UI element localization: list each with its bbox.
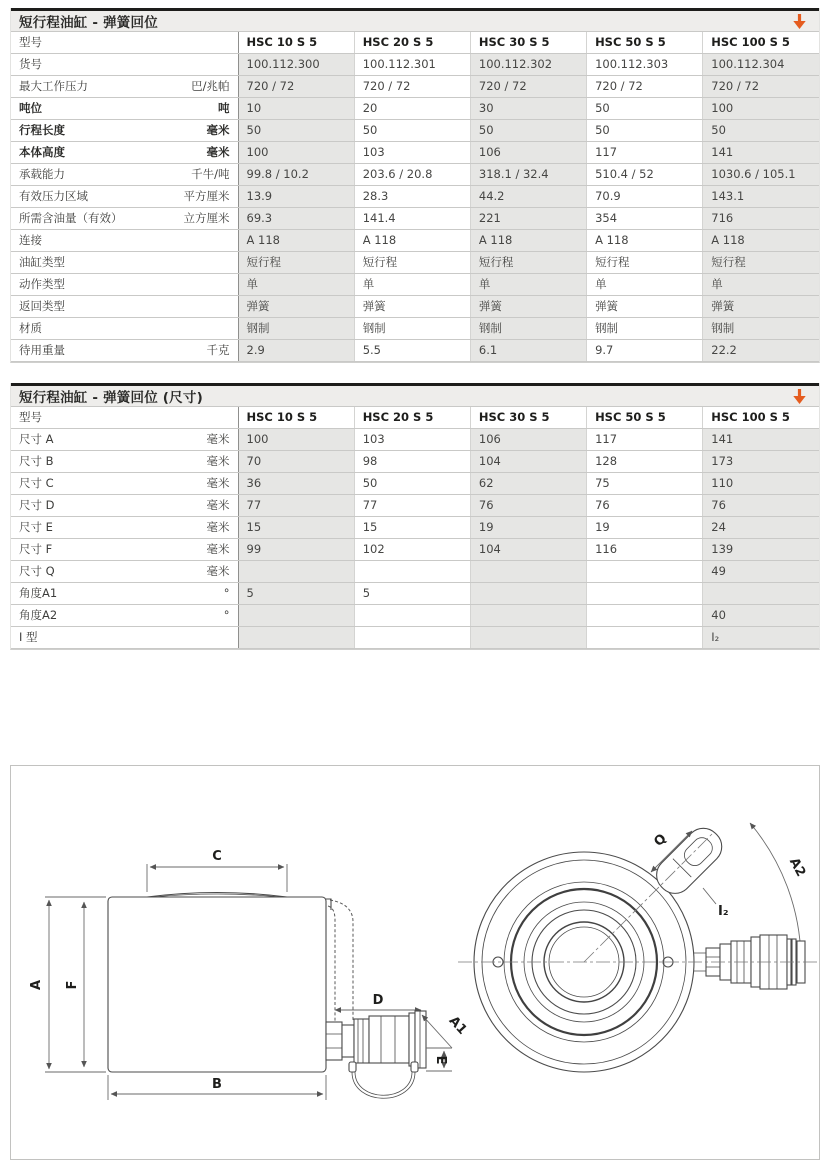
row-label-cell [11,164,238,186]
row-unit: 毫米 [206,123,230,137]
row-label: 尺寸 F [19,542,53,556]
row-label: 货号 [19,57,42,71]
dim-label-i2: I₂ [718,904,729,919]
table-cell: 单 [703,274,819,296]
row-label: 所需含油量（有效） [19,211,123,225]
table-cell: 44.2 [470,186,586,208]
row-label-cell [11,142,238,164]
table-cell: 20 [354,98,470,120]
row-label-cell [11,429,238,451]
spec-table [11,32,819,362]
table-cell: 100.112.304 [703,54,819,76]
row-unit: 吨 [218,101,230,115]
table-row [11,561,819,583]
dimension-table [11,407,819,649]
row-label-cell [11,451,238,473]
row-unit: 立方厘米 [183,211,230,225]
model-header: HSC 10 S 5 [238,32,354,54]
table-cell [587,561,703,583]
table-row [11,164,819,186]
table-cell: A 118 [238,230,354,252]
table-cell: 69.3 [238,208,354,230]
row-unit: 平方厘米 [183,189,230,203]
row-label: 尺寸 D [19,498,55,512]
model-header: HSC 50 S 5 [587,407,703,429]
row-label: I 型 [19,630,38,644]
dim-label-b: B [212,1077,222,1092]
row-unit: 毫米 [206,476,230,490]
row-label-cell [11,76,238,98]
table-cell: 短行程 [587,252,703,274]
technical-drawing [11,766,819,1159]
row-unit: 毫米 [206,498,230,512]
row-label-cell [11,252,238,274]
row-label: 本体高度 [19,145,65,159]
table-cell: 106 [470,429,586,451]
table-cell: 钢制 [238,318,354,340]
row-label: 承载能力 [19,167,65,181]
row-label-cell [11,627,238,649]
row-label-cell [11,98,238,120]
table-cell: 24 [703,517,819,539]
table-row [11,429,819,451]
row-label-cell [11,340,238,362]
down-arrow-icon[interactable] [792,13,807,30]
table-cell: 354 [587,208,703,230]
table-cell: 100.112.303 [587,54,703,76]
table-cell: 103 [354,429,470,451]
row-label-cell [11,296,238,318]
row-label-cell [11,539,238,561]
table-cell: 50 [354,473,470,495]
row-unit: 巴/兆帕 [191,79,230,93]
dust-cap-lanyard [349,1062,418,1098]
table-cell: 141 [703,429,819,451]
table-cell: 62 [470,473,586,495]
table-cell: 77 [238,495,354,517]
table-cell: 720 / 72 [354,76,470,98]
row-label: 角度A1 [19,586,58,600]
row-label-cell [11,274,238,296]
row-label: 吨位 [19,101,42,115]
table-cell: 5 [238,583,354,605]
row-label-cell [11,186,238,208]
table-cell: 203.6 / 20.8 [354,164,470,186]
table-cell: 28.3 [354,186,470,208]
table-cell: 钢制 [703,318,819,340]
table-cell: 100.112.302 [470,54,586,76]
table-cell: 15 [354,517,470,539]
table-cell: 弹簧 [354,296,470,318]
table-row [11,186,819,208]
dim-label-f: F [65,980,80,990]
table-cell: 单 [238,274,354,296]
model-header: HSC 20 S 5 [354,407,470,429]
table-cell [354,561,470,583]
table-cell: 100 [703,98,819,120]
model-header: HSC 50 S 5 [587,32,703,54]
technical-drawing-panel [10,765,820,1160]
table-cell: 100 [238,142,354,164]
dimension-table-section [10,383,820,650]
row-label: 角度A2 [19,608,58,622]
table-cell [238,627,354,649]
header-row [11,32,819,54]
table-cell: 720 / 72 [587,76,703,98]
table-cell: 36 [238,473,354,495]
table-cell: 5.5 [354,340,470,362]
table-row [11,318,819,340]
carry-lug [650,821,729,900]
table-cell: 99.8 / 10.2 [238,164,354,186]
top-view-drawing [458,821,817,1072]
table-cell: 106 [470,142,586,164]
row-label-cell [11,473,238,495]
table-cell: 103 [354,142,470,164]
table-cell: 22.2 [703,340,819,362]
row-label: 材质 [19,321,42,335]
table-cell: 77 [354,495,470,517]
table-cell: 70.9 [587,186,703,208]
model-header: HSC 100 S 5 [703,32,819,54]
table-cell: 720 / 72 [703,76,819,98]
table-cell: 720 / 72 [470,76,586,98]
table-cell [470,627,586,649]
table-row [11,451,819,473]
table-row [11,76,819,98]
row-unit: 千克 [206,343,230,357]
table-row [11,605,819,627]
row-label-cell [11,517,238,539]
table-row [11,208,819,230]
row-label-cell [11,561,238,583]
table-cell: 短行程 [354,252,470,274]
row-label: 最大工作压力 [19,79,88,93]
table-cell: 117 [587,429,703,451]
table-row [11,495,819,517]
table-cell: 弹簧 [703,296,819,318]
row-unit: ° [223,608,230,622]
spec-table-section [10,8,820,363]
table-cell: 50 [587,120,703,142]
table-cell: 173 [703,451,819,473]
side-view-drawing [29,849,470,1100]
row-label-cell [11,583,238,605]
row-label: 待用重量 [19,343,65,357]
table-row [11,627,819,649]
row-unit: 千牛/吨 [191,167,230,181]
row-unit: 毫米 [206,454,230,468]
table-cell: 40 [703,605,819,627]
table-cell: 128 [587,451,703,473]
row-label-cell [11,120,238,142]
table-cell: 弹簧 [587,296,703,318]
table-cell: 139 [703,539,819,561]
table-cell [587,605,703,627]
table-row [11,98,819,120]
table-cell [238,605,354,627]
table-cell [470,605,586,627]
table-cell [354,605,470,627]
table-row [11,340,819,362]
spec-table-title-bar [11,8,819,32]
row-label-cell [11,230,238,252]
table-cell: 单 [587,274,703,296]
table-cell: 100 [238,429,354,451]
table-cell [703,583,819,605]
table-cell: 50 [587,98,703,120]
table-row [11,274,819,296]
row-unit: 毫米 [206,520,230,534]
model-header: HSC 100 S 5 [703,407,819,429]
table-cell: 143.1 [703,186,819,208]
table-row [11,296,819,318]
table-cell: 100.112.301 [354,54,470,76]
row-label: 尺寸 C [19,476,54,490]
header-label: 型号 [11,407,238,429]
row-label: 行程长度 [19,123,65,137]
table-cell: 76 [703,495,819,517]
table-cell: 30 [470,98,586,120]
row-label: 尺寸 A [19,432,54,446]
table-cell: 5 [354,583,470,605]
table-cell: 1030.6 / 105.1 [703,164,819,186]
coupler-side-view [326,1011,426,1068]
table-cell: 6.1 [470,340,586,362]
table-cell: 116 [587,539,703,561]
table-cell: 102 [354,539,470,561]
table-cell: 15 [238,517,354,539]
table-row [11,583,819,605]
model-header: HSC 20 S 5 [354,32,470,54]
dim-label-e: E [433,1055,448,1065]
table-cell: 117 [587,142,703,164]
dimension-table-title: 短行程油缸 - 弹簧回位 (尺寸) [19,390,203,406]
table-cell: 50 [703,120,819,142]
table-cell: 19 [470,517,586,539]
row-label-cell [11,54,238,76]
table-cell: 短行程 [470,252,586,274]
table-cell: 716 [703,208,819,230]
table-cell: I₂ [703,627,819,649]
table-cell [587,627,703,649]
table-cell: 70 [238,451,354,473]
table-cell: 76 [587,495,703,517]
model-header: HSC 10 S 5 [238,407,354,429]
table-cell: 钢制 [470,318,586,340]
table-cell: 50 [470,120,586,142]
table-cell [587,583,703,605]
table-cell: A 118 [703,230,819,252]
table-cell: 弹簧 [470,296,586,318]
row-label-cell [11,208,238,230]
table-cell [470,561,586,583]
table-cell: 9.7 [587,340,703,362]
down-arrow-icon[interactable] [792,388,807,405]
row-label: 动作类型 [19,277,65,291]
row-label: 尺寸 E [19,520,53,534]
table-cell: 50 [354,120,470,142]
row-unit: 毫米 [206,432,230,446]
table-cell: 510.4 / 52 [587,164,703,186]
table-cell [354,627,470,649]
row-unit: ° [223,586,230,600]
table-cell: A 118 [587,230,703,252]
row-label: 连接 [19,233,42,247]
table-cell: 49 [703,561,819,583]
table-cell [238,561,354,583]
table-cell: 110 [703,473,819,495]
spec-table-title: 短行程油缸 - 弹簧回位 [19,15,158,31]
table-cell: 76 [470,495,586,517]
table-cell: 720 / 72 [238,76,354,98]
table-cell: A 118 [354,230,470,252]
table-cell: 98 [354,451,470,473]
table-row [11,120,819,142]
model-header: HSC 30 S 5 [470,407,586,429]
row-label: 返回类型 [19,299,65,313]
table-row [11,142,819,164]
row-unit: 毫米 [206,564,230,578]
table-cell: 弹簧 [238,296,354,318]
row-label: 尺寸 B [19,454,54,468]
table-cell: 短行程 [703,252,819,274]
table-cell: 13.9 [238,186,354,208]
row-label: 有效压力区域 [19,189,88,203]
table-row [11,252,819,274]
table-cell: 99 [238,539,354,561]
table-cell: 100.112.300 [238,54,354,76]
dim-label-a1: A1 [445,1013,470,1038]
row-label-cell [11,318,238,340]
dim-label-q: Q [651,831,670,850]
table-cell: 单 [470,274,586,296]
row-unit: 毫米 [206,145,230,159]
table-row [11,230,819,252]
row-label: 油缸类型 [19,255,65,269]
table-cell [470,583,586,605]
table-cell: 141.4 [354,208,470,230]
table-cell: 2.9 [238,340,354,362]
table-cell: 10 [238,98,354,120]
table-row [11,539,819,561]
table-cell: 104 [470,451,586,473]
table-cell: 单 [354,274,470,296]
table-cell: 短行程 [238,252,354,274]
table-row [11,517,819,539]
dimension-table-title-bar [11,383,819,407]
header-label: 型号 [11,32,238,54]
table-row [11,473,819,495]
table-cell: 钢制 [587,318,703,340]
dim-label-a: A [29,979,44,991]
table-row [11,54,819,76]
table-cell: 钢制 [354,318,470,340]
row-label: 尺寸 Q [19,564,55,578]
table-cell: A 118 [470,230,586,252]
table-cell: 50 [238,120,354,142]
dim-label-c: C [212,849,222,864]
row-unit: 毫米 [206,542,230,556]
table-cell: 104 [470,539,586,561]
table-cell: 318.1 / 32.4 [470,164,586,186]
row-label-cell [11,495,238,517]
dim-label-d: D [372,993,384,1008]
table-cell: 19 [587,517,703,539]
table-cell: 75 [587,473,703,495]
dim-label-a2: A2 [785,855,809,880]
table-cell: 221 [470,208,586,230]
table-cell: 141 [703,142,819,164]
model-header: HSC 30 S 5 [470,32,586,54]
row-label-cell [11,605,238,627]
header-row [11,407,819,429]
